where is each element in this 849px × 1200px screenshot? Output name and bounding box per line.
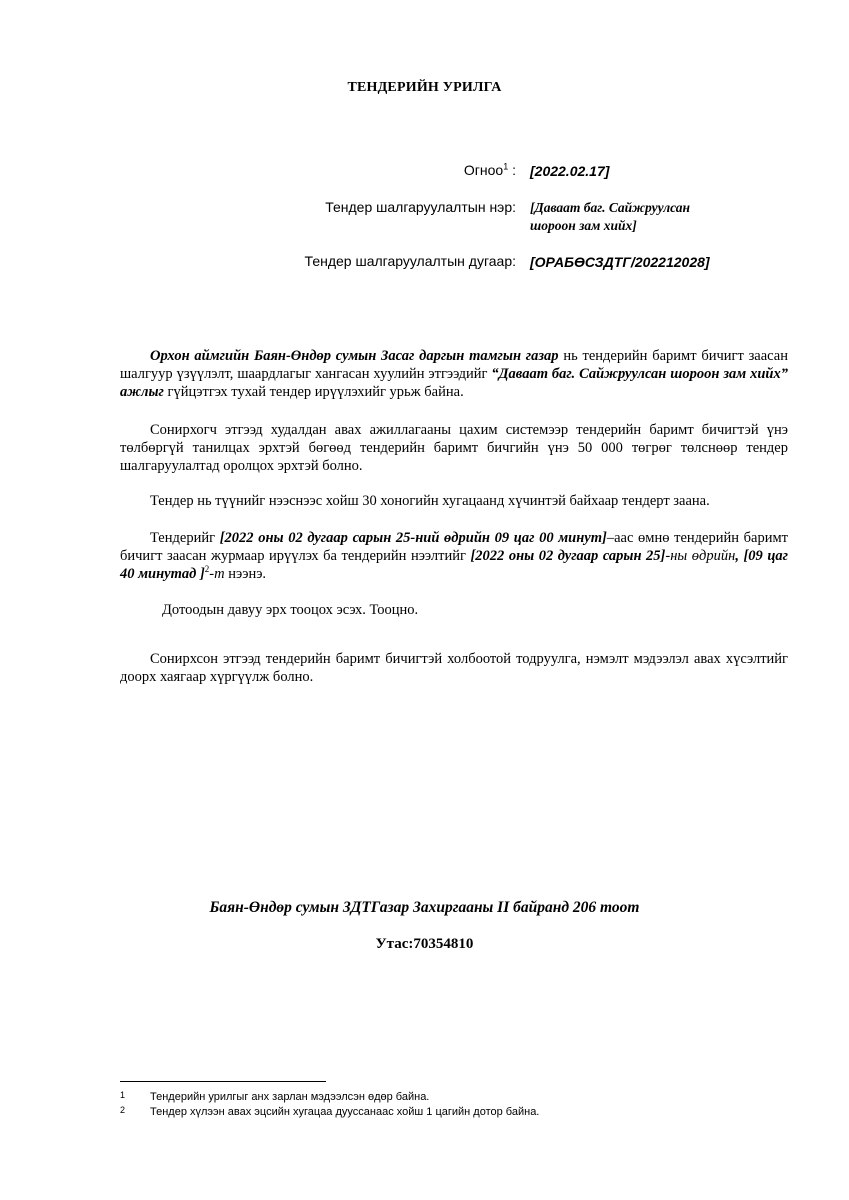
paragraph-deadline: Тендерийг [2022 оны 02 дугаар сарын 25-ний өдрийн 09 цаг 00 минут]–аас өмнө тендерийн баримт бичигт заасан журмаар ирүүлэх ба тендерийн нээлтийг [2022 оны 02 дугаар сарын 25]-ны өдрийн, [09 цаг 40 минутад ]$^2$-т нээнэ. [120, 530, 789, 582]
date-label: Огноо$^1$ : [463, 161, 516, 178]
tender-number-value: [ОРАБӨСЗДТГ/202212028] [530, 254, 710, 270]
tender-name-value: [Даваат баг. Сайжруулсан шороон зам хийх] [530, 200, 691, 233]
footnote-1: 1 Тендерийн урилгыг анх зарлан мэдээлсэн өдөр байна. [120, 1090, 430, 1103]
footnote-2: 2 Тендер хүлээн авах эцсийн хугацаа дуусcанаас хойш 1 цагийн дотор байна. [120, 1105, 540, 1118]
tender-name-row [120, 199, 760, 235]
address: Баян-Өндөр сумын ЗДТГазар Захиргааны II байранд 206 тоот [209, 899, 640, 916]
tender-number-label: Тендер шалгаруулалтын дугаар: [304, 253, 516, 269]
footnote-ref-2: 2 [204, 564, 210, 575]
paragraph-preference: Дотоодын давуу эрх тооцох эсэх. Тооцно. [162, 602, 419, 618]
date-row [120, 162, 760, 180]
paragraph-contact: Сонирхсон этгээд тендерийн баримт бичигтэй холбоотой тодруулга, нэмэлт мэдээлэл авах хүсэлтийг доорх хаягаар хүргүүлж болно. [120, 651, 788, 685]
date-value: [2022.02.17] [530, 163, 610, 179]
paragraph-validity: Тендер нь түүнийг нээснээс хойш 30 хоногийн хугацаанд хүчинтэй байхаар тендерт заана. [150, 493, 710, 509]
tender-name-label: Тендер шалгаруулалтын нэр: [325, 199, 516, 215]
footnote-ref-1: 1 [503, 161, 509, 172]
footnote-divider [120, 1081, 326, 1082]
document-title: ТЕНДЕРИЙН УРИЛГА [347, 80, 502, 95]
tender-number-row [120, 253, 760, 271]
paragraph-invitation: Орхон аймгийн Баян-Өндөр сумын Засаг даргын тамгын газар нь тендерийн баримт бичигт заасан шалгуур үзүүлэлт, шаардлагыг хангасан хуулийн этгээдийг “Даваат баг. Сайжруулсан шороон зам хийх” ажлыг гүйцэтгэх тухай тендер ирүүлэхийг урьж байна. [120, 348, 788, 400]
phone: Утас:70354810 [375, 936, 474, 952]
paragraph-documents: Сонирхогч этгээд худалдан авах ажиллагааны цахим системээр тендерийн баримт бичигтэй үнэ төлбөргүй танилцах эрхтэй бөгөөд тендерийн баримт бичгийн үнэ 50 000 төгрөг төлснөөр тендер шалгаруулалтад оролцох эрхтэй болно. [120, 422, 788, 474]
